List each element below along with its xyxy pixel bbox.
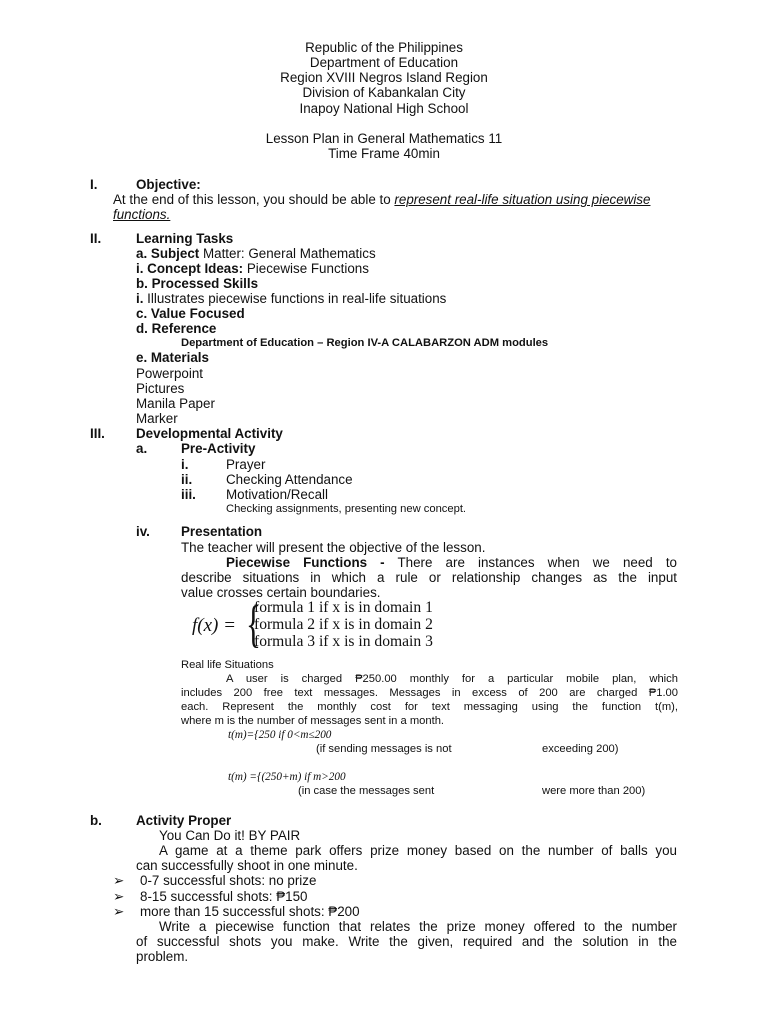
activity-intro-line: can successfully shoot in one minute. <box>136 858 358 873</box>
activity-task-line: problem. <box>136 949 189 964</box>
material-item: Pictures <box>136 381 185 396</box>
equation-1: t(m)={250 if 0<m≤200 <box>228 729 332 741</box>
prize-rule: more than 15 successful shots: ₱200 <box>140 904 360 919</box>
concept-label: i. Concept Ideas: <box>136 261 244 276</box>
formula-row: formula 3 if x is in domain 3 <box>254 633 433 650</box>
real-life-heading: Real life Situations <box>181 659 274 671</box>
value-focused-heading: c. Value Focused <box>136 306 245 321</box>
objective-text <box>113 192 650 207</box>
school-header-division: Division of Kabankalan City <box>302 85 466 100</box>
recall-note: Checking assignments, presenting new concept. <box>226 503 467 515</box>
equation-1-note-end: exceeding 200) <box>542 743 619 755</box>
piecewise-definition-line: value crosses certain boundaries. <box>181 585 381 600</box>
processed-skill-item <box>136 291 446 306</box>
subject-text: Matter: General Mathematics <box>199 246 376 261</box>
real-life-line: each. Represent the monthly cost for text messaging using the function t(m), <box>181 701 678 713</box>
activity-heading: Activity Proper <box>136 813 232 828</box>
activity-letter: b. <box>90 813 102 828</box>
school-header-school: Inapoy National High School <box>299 101 469 116</box>
objective-heading: Objective: <box>136 177 201 192</box>
activity-task-text: Write a piecewise function that relates the prize money offered to the number <box>159 919 677 934</box>
activity-intro-text: A game at a theme park offers prize money based on the number of balls you <box>159 843 677 858</box>
pre-activity-heading: Pre-Activity <box>181 441 256 456</box>
lesson-plan-title: Lesson Plan in General Mathematics 11 <box>265 131 503 146</box>
piecewise-formula-image <box>186 598 468 652</box>
piecewise-definition-line: describe situations in which a rule or relationship changes as the input <box>181 570 677 585</box>
formula-row: formula 1 if x is in domain 1 <box>254 599 433 616</box>
presentation-num: iv. <box>136 524 150 539</box>
reference-text: Department of Education – Region IV-A CALABARZON ADM modules <box>181 337 549 349</box>
school-header-republic: Republic of the Philippines <box>305 40 463 55</box>
presentation-text: The teacher will present the objective of the lesson. <box>181 540 486 555</box>
real-life-line: where m is the number of messages sent in a month. <box>181 715 445 727</box>
pre-activity-item: Checking Attendance <box>226 472 353 487</box>
formula-row: formula 2 if x is in domain 2 <box>254 616 433 633</box>
subject-label: a. Subject <box>136 246 200 261</box>
concept-text: Piecewise Functions <box>243 261 369 276</box>
piecewise-def-text: There are instances when we need to <box>384 555 677 570</box>
piecewise-definition-line <box>181 555 677 570</box>
real-life-line <box>181 672 678 687</box>
pre-activity-item: Prayer <box>226 457 266 472</box>
arrow-bullet-icon: ➢ <box>113 904 125 919</box>
arrow-bullet-icon: ➢ <box>113 889 125 904</box>
pre-activity-item-num: i. <box>181 457 189 472</box>
subject-matter <box>136 246 376 261</box>
objective-emphasis-cont: functions. <box>113 207 171 222</box>
presentation-heading: Presentation <box>181 524 263 539</box>
material-item: Manila Paper <box>136 396 215 411</box>
activity-tag: You Can Do it! BY PAIR <box>159 828 301 843</box>
reference-heading: d. Reference <box>136 321 217 336</box>
pre-activity-item: Motivation/Recall <box>226 487 328 502</box>
materials-heading: e. Materials <box>136 350 209 365</box>
real-life-line: includes 200 free text messages. Messages in excess of 200 are charged ₱1.00 <box>181 687 678 699</box>
objective-emphasis: represent real-life situation using piecewise <box>394 192 651 207</box>
real-life-text: A user is charged ₱250.00 monthly for a particular mobile plan, which <box>226 673 678 685</box>
prize-rule: 0-7 successful shots: no prize <box>140 873 317 888</box>
formula-fx: f(x) = <box>192 615 236 636</box>
piecewise-term: Piecewise Functions - <box>226 555 385 570</box>
section-number-learning-tasks: II. <box>90 231 102 246</box>
time-frame: Time Frame 40min <box>328 146 440 161</box>
activity-task-line: of successful shots you make. Write the given, required and the solution in the <box>136 934 677 949</box>
equation-2-note: (in case the messages sent <box>298 785 435 797</box>
pre-activity-letter: a. <box>136 441 148 456</box>
pre-activity-item-num: ii. <box>181 472 193 487</box>
prize-rule: 8-15 successful shots: ₱150 <box>140 889 308 904</box>
equation-1-note: (if sending messages is not <box>316 743 452 755</box>
skill-label: i. <box>136 291 144 306</box>
material-item: Marker <box>136 411 178 426</box>
section-number-developmental: III. <box>90 426 105 441</box>
equation-2: t(m) ={(250+m) if m>200 <box>228 771 346 783</box>
equation-2-note-end: were more than 200) <box>542 785 646 797</box>
pre-activity-item-num: iii. <box>181 487 196 502</box>
processed-skills-heading: b. Processed Skills <box>136 276 259 291</box>
developmental-heading: Developmental Activity <box>136 426 283 441</box>
activity-task-line <box>136 919 677 934</box>
section-number-objective: I. <box>90 177 98 192</box>
skill-text: Illustrates piecewise functions in real-life situations <box>143 291 447 306</box>
school-header-department: Department of Education <box>309 55 459 70</box>
arrow-bullet-icon: ➢ <box>113 873 125 888</box>
objective-text-start: At the end of this lesson, you should be able to <box>113 192 395 207</box>
material-item: Powerpoint <box>136 366 203 381</box>
formula-brace: { <box>246 596 261 653</box>
school-header-region: Region XVIII Negros Island Region <box>280 70 488 85</box>
concept-ideas <box>136 261 369 276</box>
learning-tasks-heading: Learning Tasks <box>136 231 234 246</box>
activity-intro-line <box>136 843 677 858</box>
